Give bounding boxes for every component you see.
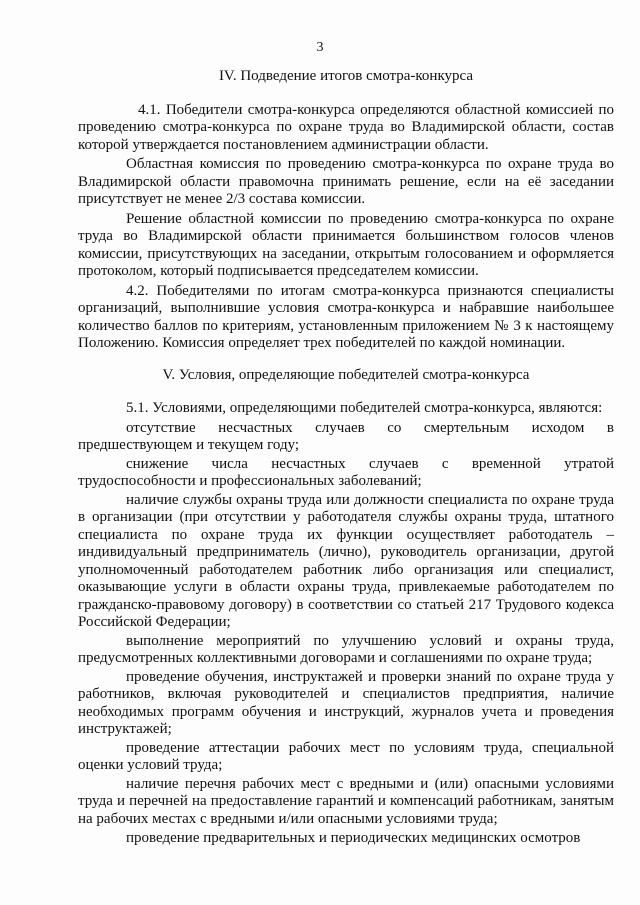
section-5-paragraph: проведение аттестации рабочих мест по условиям труда, специальной оценки условий труда; xyxy=(78,739,614,773)
document-body xyxy=(78,68,614,850)
page-number: 3 xyxy=(316,40,324,55)
section-5-paragraph: 5.1. Условиями, определяющими победителей смотра-конкурса, являются: xyxy=(126,400,603,416)
section-5-paragraph: выполнение мероприятий по улучшению условий и охраны труда, предусмотренных коллективными договорами и соглашениями по охране труда; xyxy=(78,632,614,666)
section-5-heading: V. Условия, определяющие победителей смотра-конкурса xyxy=(162,366,530,383)
section-5-paragraph: наличие службы охраны труда или должности специалиста по охране труда в организации (при отсутствии у работодателя службы охраны труда, штатного специалиста по охране труда их функции осуществляет работодатель – индивидуальный предприниматель (лично), руководитель организации, другой уполномоченный работодателем работник либо организация или специалист, оказывающие услуги в области охраны труда, привлекаемые работодателем по гражданско-правовому договору) в соответствии со статьей 217 Трудового кодекса Российской Федерации; xyxy=(78,491,614,630)
section-4-paragraph: 4.1. Победители смотра-конкурса определяются областной комиссией по проведению смотра-конкурса по охране труда во Владимирской области, состав которой утверждается постановлением администрации области. xyxy=(78,101,614,153)
section-5-paragraph: наличие перечня рабочих мест с вредными и (или) опасными условиями труда и перечней на предоставление гарантий и компенсаций работникам, занятым на рабочих местах с вредными и/или опасными условиями труда; xyxy=(78,775,614,827)
section-4-paragraph: 4.2. Победителями по итогам смотра-конкурса признаются специалисты организаций, выполнившие условия смотра-конкурса и набравшие наибольшее количество баллов по критериям, установленным приложением № 3 к настоящему Положению. Комиссия определяет трех победителей по каждой номинации. xyxy=(78,282,614,351)
section-4-paragraph: Областная комиссия по проведению смотра-конкурса по охране труда во Владимирской области правомочна принимать решение, если на её заседании присутствует не менее 2/3 состава комиссии. xyxy=(78,156,614,207)
section-5-paragraph: проведение обучения, инструктажей и проверки знаний по охране труда у работников, включая руководителей и специалистов предприятия, наличие необходимых программ обучения и инструкций, журналов учета и проведения инструктажей; xyxy=(78,668,614,737)
section-4-heading: IV. Подведение итогов смотра-конкурса xyxy=(218,68,474,84)
section-4-paragraph: Решение областной комиссии по проведению смотра-конкурса по охране труда во Владимирской области принимается большинством голосов членов комиссии, присутствующих на заседании, открытым голосованием и оформляется протоколом, который подписывается председателем комиссии. xyxy=(78,210,614,279)
section-5-paragraph: снижение числа несчастных случаев с временной утратой трудоспособности и профессиональных заболеваний; xyxy=(78,455,614,489)
section-5-paragraph: отсутствие несчастных случаев со смертельным исходом в предшествующем и текущем году; xyxy=(78,419,614,453)
section-5-paragraph: проведение предварительных и периодических медицинских осмотров xyxy=(126,830,581,846)
